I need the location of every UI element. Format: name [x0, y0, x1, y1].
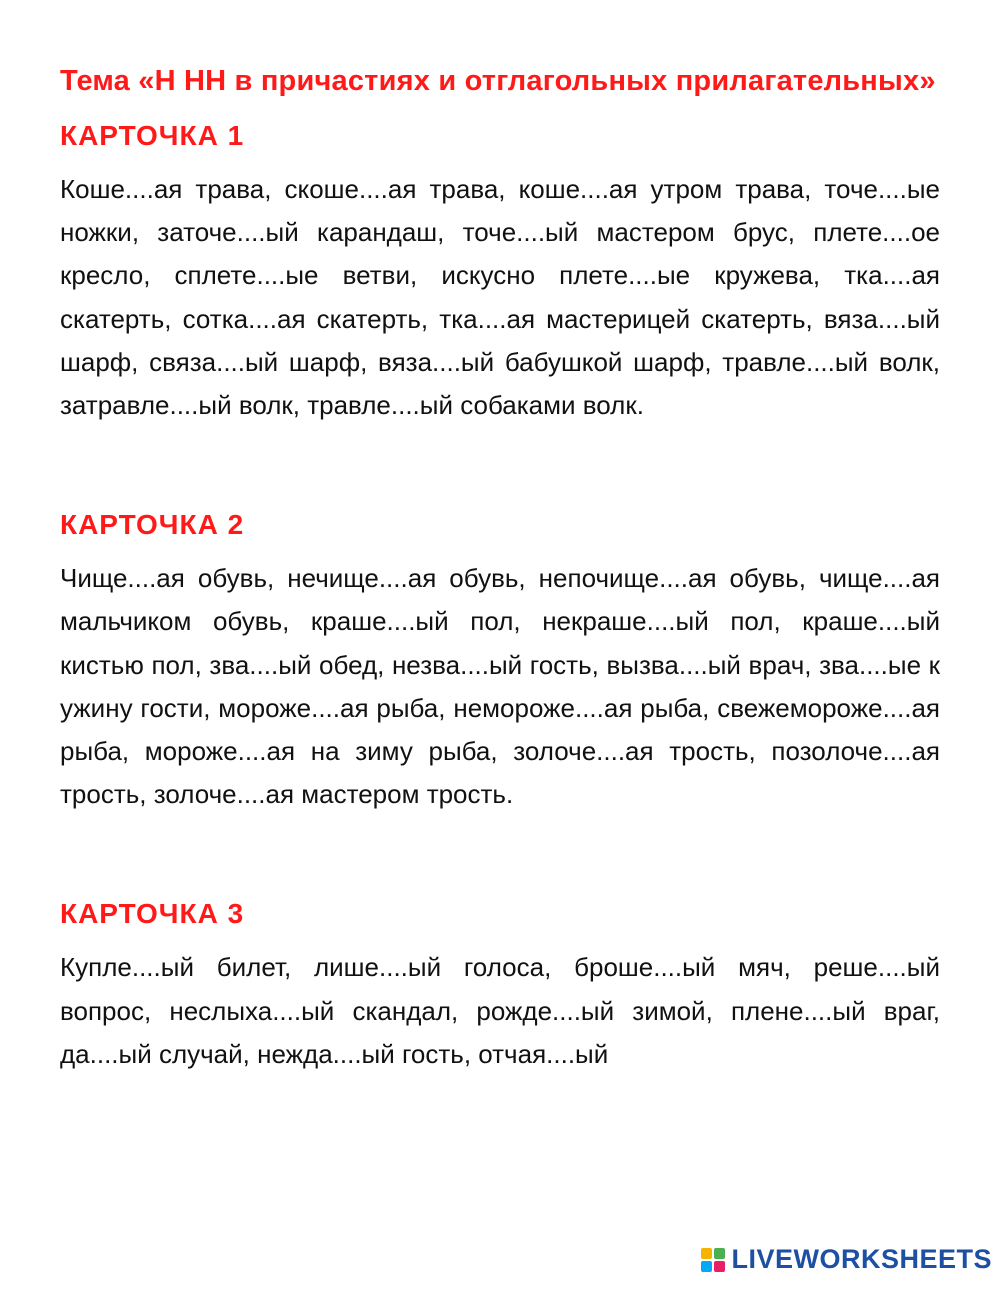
logo-block-pink — [714, 1261, 725, 1272]
card-2-text: Чище....ая обувь, нечище....ая обувь, непочище....ая обувь, чище....ая мальчиком обувь, краше....ый пол, некраше....ый пол, краше....ый кистью пол, зва....ый обед, незва....ый гость, вызва....ый врач, зва....ые к ужину гости, мороже....ая рыба, немороже....ая рыба, свежемороже....ая рыба, мороже....ая на зиму рыба, золоче....ая трость, позолоче....ая трость, золоче....ая мастером трость. — [60, 563, 940, 810]
card-1 — [60, 116, 940, 427]
card-3-text: Купле....ый билет, лише....ый голоса, броше....ый мяч, реше....ый вопрос, неслыха....ый скандал, рожде....ый зимой, плене....ый враг, да....ый случай, нежда....ый гость, отчая....ый — [60, 952, 940, 1069]
logo-text: LIVEWORKSHEETS — [731, 1244, 992, 1274]
logo-block-green — [714, 1248, 725, 1259]
card-1-text: Коше....ая трава, скоше....ая трава, коше....ая утром трава, точе....ые ножки, заточе....ый карандаш, точе....ый мастером брус, плете....ое кресло, сплете....ые ветви, искусно плете....ые кружева, тка....ая скатерть, сотка....ая скатерть, тка....ая мастерицей скатерть, вяза....ый шарф, связа....ый шарф, вяза....ый бабушкой шарф, травле....ый волк, затравле....ый волк, травле....ый собаками волк. — [60, 174, 940, 421]
liveworksheets-logo — [701, 1244, 992, 1275]
card-1-heading: КАРТОЧКА 1 — [60, 120, 245, 151]
liveworksheets-logo-icon — [701, 1248, 725, 1272]
page-title: Тема «Н НН в причастиях и отглагольных прилагательных» — [60, 65, 936, 97]
card-3 — [60, 894, 940, 1076]
card-2 — [60, 505, 940, 816]
card-3-heading: КАРТОЧКА 3 — [60, 898, 245, 930]
card-2-heading: КАРТОЧКА 2 — [60, 509, 245, 541]
logo-block-yellow — [701, 1248, 712, 1259]
worksheet-page — [60, 56, 940, 1076]
logo-block-blue — [701, 1261, 712, 1272]
